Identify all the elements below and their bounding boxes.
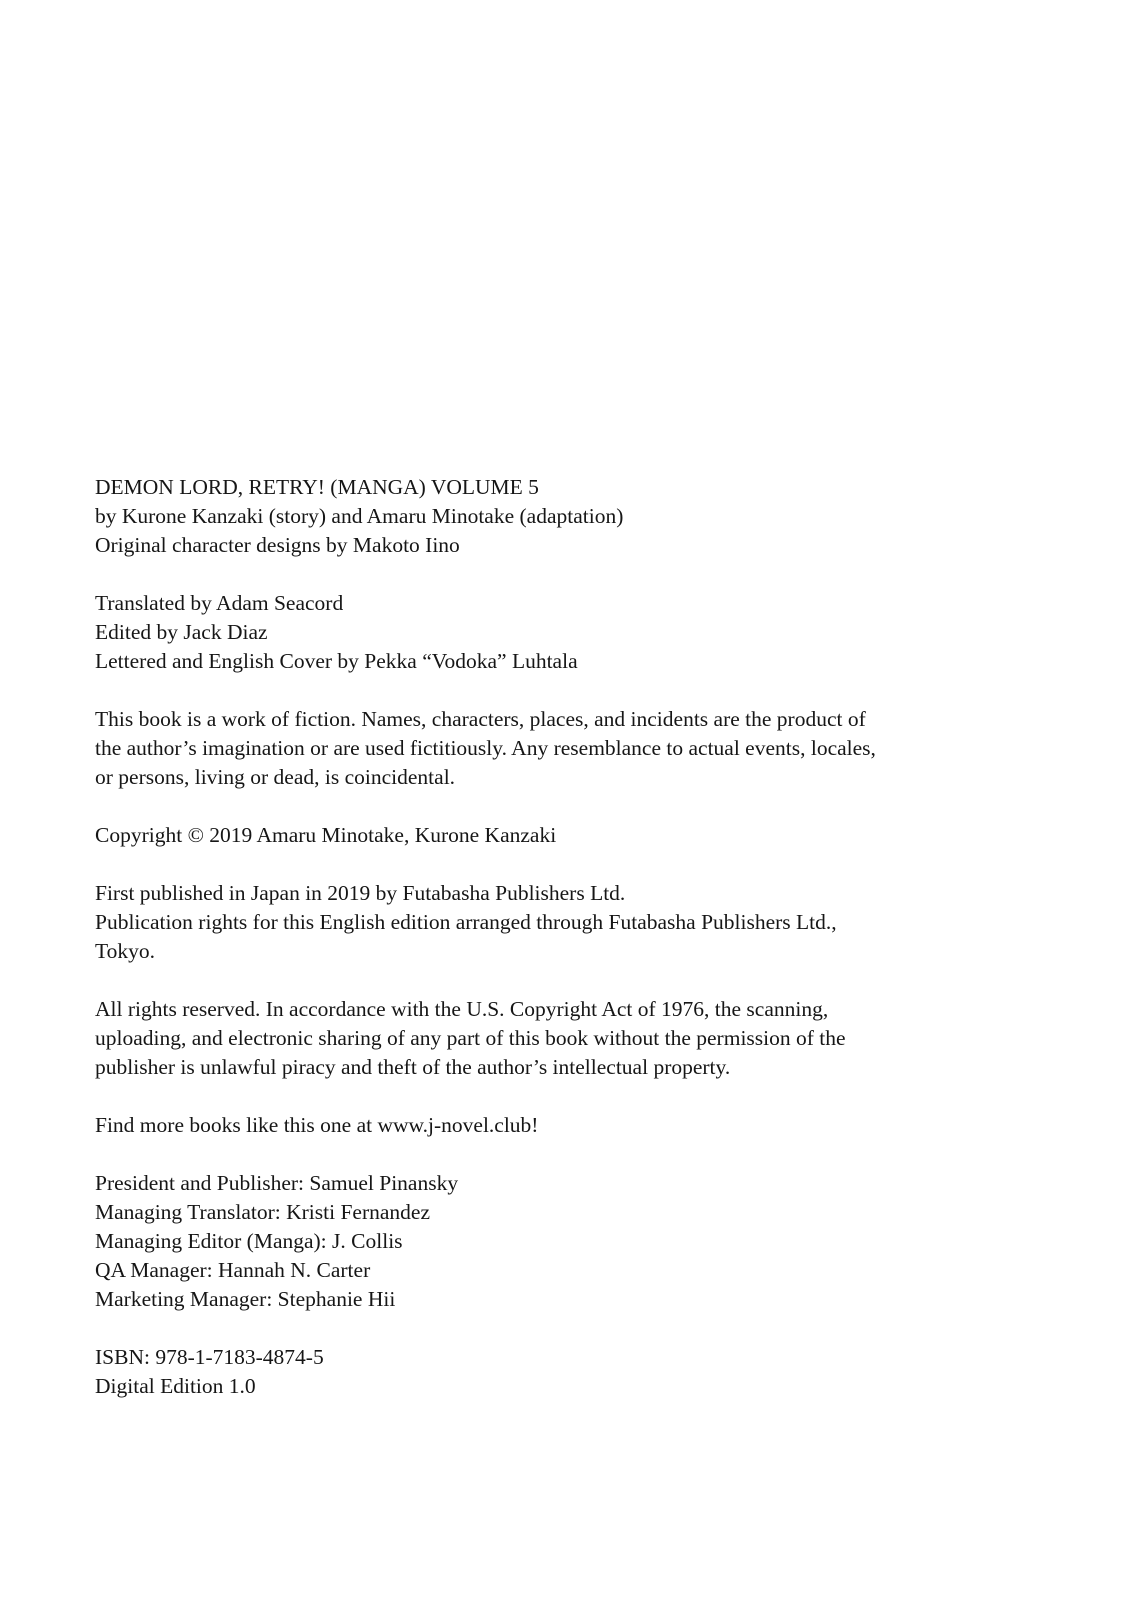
- character-designs-credit: Original character designs by Makoto Iino: [95, 533, 460, 557]
- letterer-credit: Lettered and English Cover by Pekka “Vodoka” Luhtala: [95, 649, 578, 673]
- colophon-page: [95, 473, 1055, 1430]
- book-title: DEMON LORD, RETRY! (MANGA) VOLUME 5: [95, 475, 539, 499]
- rights-notice-line-3: publisher is unlawful piracy and theft of the author’s intellectual property.: [95, 1055, 731, 1079]
- copyright-block: [95, 821, 1055, 850]
- rights-notice-block: [95, 995, 1055, 1082]
- isbn-line: ISBN: 978-1-7183-4874-5: [95, 1345, 324, 1369]
- title-block: [95, 473, 1055, 560]
- fiction-disclaimer-line-1: This book is a work of fiction. Names, characters, places, and incidents are the product of: [95, 707, 866, 731]
- president-credit: President and Publisher: Samuel Pinansky: [95, 1171, 459, 1195]
- copyright-line: Copyright © 2019 Amaru Minotake, Kurone Kanzaki: [95, 823, 557, 847]
- rights-notice-line-2: uploading, and electronic sharing of any part of this book without the permission of the: [95, 1026, 846, 1050]
- marketing-manager-credit: Marketing Manager: Stephanie Hii: [95, 1287, 396, 1311]
- fiction-disclaimer: [95, 705, 1055, 792]
- first-published-line: First published in Japan in 2019 by Futabasha Publishers Ltd.: [95, 881, 626, 905]
- rights-notice-line-1: All rights reserved. In accordance with the U.S. Copyright Act of 1976, the scanning,: [95, 997, 829, 1021]
- promo-block: [95, 1111, 1055, 1140]
- managing-editor-credit: Managing Editor (Manga): J. Collis: [95, 1229, 403, 1253]
- fiction-disclaimer-line-2: the author’s imagination or are used fictitiously. Any resemblance to actual events, locales,: [95, 736, 876, 760]
- digital-edition-line: Digital Edition 1.0: [95, 1374, 256, 1398]
- qa-manager-credit: QA Manager: Hannah N. Carter: [95, 1258, 371, 1282]
- promo-line: Find more books like this one at www.j-novel.club!: [95, 1113, 539, 1137]
- author-byline: by Kurone Kanzaki (story) and Amaru Minotake (adaptation): [95, 504, 624, 528]
- publication-rights-line: Publication rights for this English edition arranged through Futabasha Publishers Ltd.,: [95, 910, 837, 934]
- edition-block: [95, 1343, 1055, 1401]
- fiction-disclaimer-line-3: or persons, living or dead, is coincidental.: [95, 765, 456, 789]
- managing-translator-credit: Managing Translator: Kristi Fernandez: [95, 1200, 430, 1224]
- translator-credit: Translated by Adam Seacord: [95, 591, 344, 615]
- staff-block: [95, 1169, 1055, 1314]
- credits-block: [95, 589, 1055, 676]
- publication-city-line: Tokyo.: [95, 939, 156, 963]
- publication-block: [95, 879, 1055, 966]
- editor-credit: Edited by Jack Diaz: [95, 620, 268, 644]
